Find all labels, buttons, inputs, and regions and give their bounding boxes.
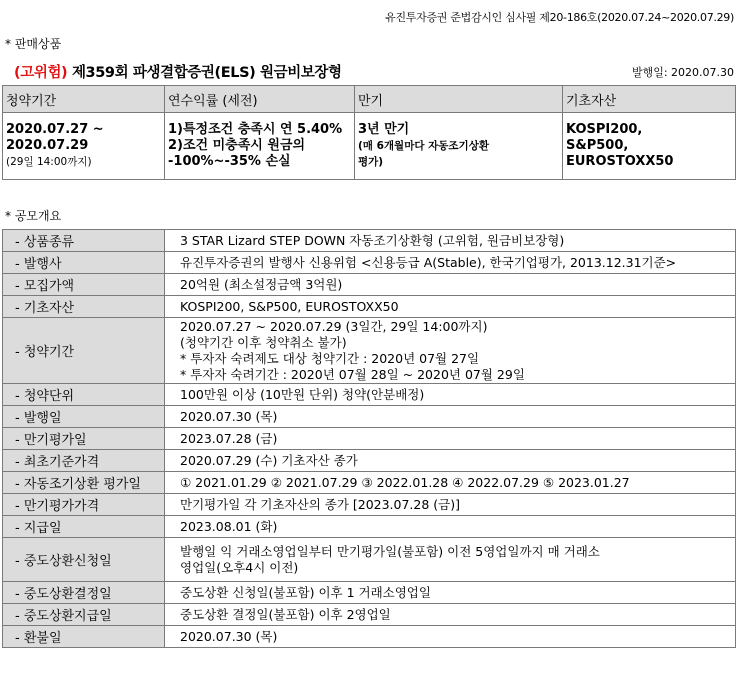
table-row: [3, 538, 736, 582]
row-label: - 중도상환신청일: [3, 538, 165, 582]
row-label: - 중도상환결정일: [3, 582, 165, 604]
asset-2: S&P500,: [566, 138, 629, 153]
row-label: - 자동조기상환 평가일: [3, 472, 165, 494]
row-value: 20억원 (최소설정금액 3억원): [165, 274, 736, 296]
table-row: [3, 274, 736, 296]
row-value: 2020.07.29 (수) 기초자산 종가: [165, 450, 736, 472]
maturity-line-3: 평가): [358, 156, 384, 168]
maturity-line-1: 3년 만기: [358, 122, 410, 137]
product-name: 제359회 파생결합증권(ELS) 원금비보장형: [71, 65, 342, 81]
table-row: [3, 318, 736, 384]
maturity-line-2: (매 6개월마다 자동조기상환: [358, 140, 489, 152]
table-row: [3, 450, 736, 472]
row-value: 중도상환 신청일(불포함) 이후 1 거래소영업일: [165, 582, 736, 604]
return-line-2: 2)조건 미충족시 원금의: [168, 138, 306, 153]
summary-header-maturity: 만기: [355, 86, 563, 113]
row-value: 2020.07.30 (목): [165, 406, 736, 428]
summary-header-subscription: 청약기간: [3, 86, 165, 113]
row-label: - 최초기준가격: [3, 450, 165, 472]
table-row: [3, 428, 736, 450]
row-label: - 청약기간: [3, 318, 165, 384]
row-value: 만기평가일 각 기초자산의 종가 [2023.07.28 (금)]: [165, 494, 736, 516]
approval-notice: 유진투자증권 준법감시인 심사필 제20-186호(2020.07.24~2020.07.29): [385, 11, 734, 24]
row-label: - 모집가액: [3, 274, 165, 296]
return-line-3: -100%~-35% 손실: [168, 154, 291, 169]
table-row: [3, 230, 736, 252]
table-row: [3, 296, 736, 318]
product-title: [14, 61, 342, 82]
row-value: 중도상환 결정일(불포함) 이후 2영업일: [165, 604, 736, 626]
summary-maturity-cell: [355, 113, 563, 180]
issue-date: 발행일: 2020.07.30: [631, 66, 734, 79]
row-label: - 환불일: [3, 626, 165, 648]
row-value: 2023.07.28 (금): [165, 428, 736, 450]
row-label: - 기초자산: [3, 296, 165, 318]
offering-table: [2, 229, 736, 648]
row-value-line: 영업일(오후4시 이전): [180, 559, 299, 575]
return-line-1: 1)특정조건 충족시 연 5.40%: [168, 122, 343, 137]
subscription-end: 2020.07.29: [6, 138, 89, 153]
asset-3: EUROSTOXX50: [566, 154, 674, 169]
row-label: - 청약단위: [3, 384, 165, 406]
table-row: [3, 516, 736, 538]
row-value: [165, 538, 736, 582]
summary-subscription-cell: [3, 113, 165, 180]
row-label: - 상품종류: [3, 230, 165, 252]
row-label: - 지급일: [3, 516, 165, 538]
asset-1: KOSPI200,: [566, 122, 643, 137]
table-row: [3, 472, 736, 494]
summary-table: [2, 85, 736, 180]
table-row: [3, 406, 736, 428]
row-value: ① 2021.01.29 ② 2021.07.29 ③ 2022.01.28 ④ 2022.07.29 ⑤ 2023.01.27: [165, 472, 736, 494]
risk-tag: (고위험): [14, 65, 68, 81]
section-sale-label: * 판매상품: [5, 37, 62, 51]
row-value-line: * 투자자 숙려제도 대상 청약기간 : 2020년 07월 27일: [180, 350, 480, 366]
row-label: - 만기평가가격: [3, 494, 165, 516]
row-label: - 발행사: [3, 252, 165, 274]
row-value: 100만원 이상 (10만원 단위) 청약(안분배정): [165, 384, 736, 406]
table-row: [3, 626, 736, 648]
row-value: 3 STAR Lizard STEP DOWN 자동조기상환형 (고위험, 원금비보장형): [165, 230, 736, 252]
row-value-line: 발행일 익 거래소영업일부터 만기평가일(불포함) 이전 5영업일까지 매 거래소: [180, 543, 600, 559]
subscription-note: (29일 14:00까지): [6, 156, 92, 168]
summary-header-assets: 기초자산: [563, 86, 736, 113]
row-value: KOSPI200, S&P500, EUROSTOXX50: [165, 296, 736, 318]
summary-header-row: [3, 86, 736, 113]
summary-header-return: 연수익률 (세전): [165, 86, 355, 113]
table-row: [3, 582, 736, 604]
table-row: [3, 252, 736, 274]
row-value-line: * 투자자 숙려기간 : 2020년 07월 28일 ~ 2020년 07월 29일: [180, 366, 525, 382]
row-value: 2023.08.01 (화): [165, 516, 736, 538]
subscription-start: 2020.07.27 ~: [6, 122, 104, 137]
summary-return-cell: [165, 113, 355, 180]
row-value-line: (청약기간 이후 청약취소 불가): [180, 334, 347, 350]
table-row: [3, 384, 736, 406]
table-row: [3, 604, 736, 626]
row-label: - 중도상환지급일: [3, 604, 165, 626]
row-value: 2020.07.30 (목): [165, 626, 736, 648]
row-label: - 발행일: [3, 406, 165, 428]
table-row: [3, 494, 736, 516]
summary-body-row: [3, 113, 736, 180]
row-label: - 만기평가일: [3, 428, 165, 450]
row-value: 유진투자증권의 발행사 신용위험 <신용등급 A(Stable), 한국기업평가, 2013.12.31기준>: [165, 252, 736, 274]
section-offering-label: * 공모개요: [5, 209, 62, 223]
row-value-line: 2020.07.27 ~ 2020.07.29 (3일간, 29일 14:00까지): [180, 318, 488, 334]
summary-assets-cell: [563, 113, 736, 180]
row-value: [165, 318, 736, 384]
